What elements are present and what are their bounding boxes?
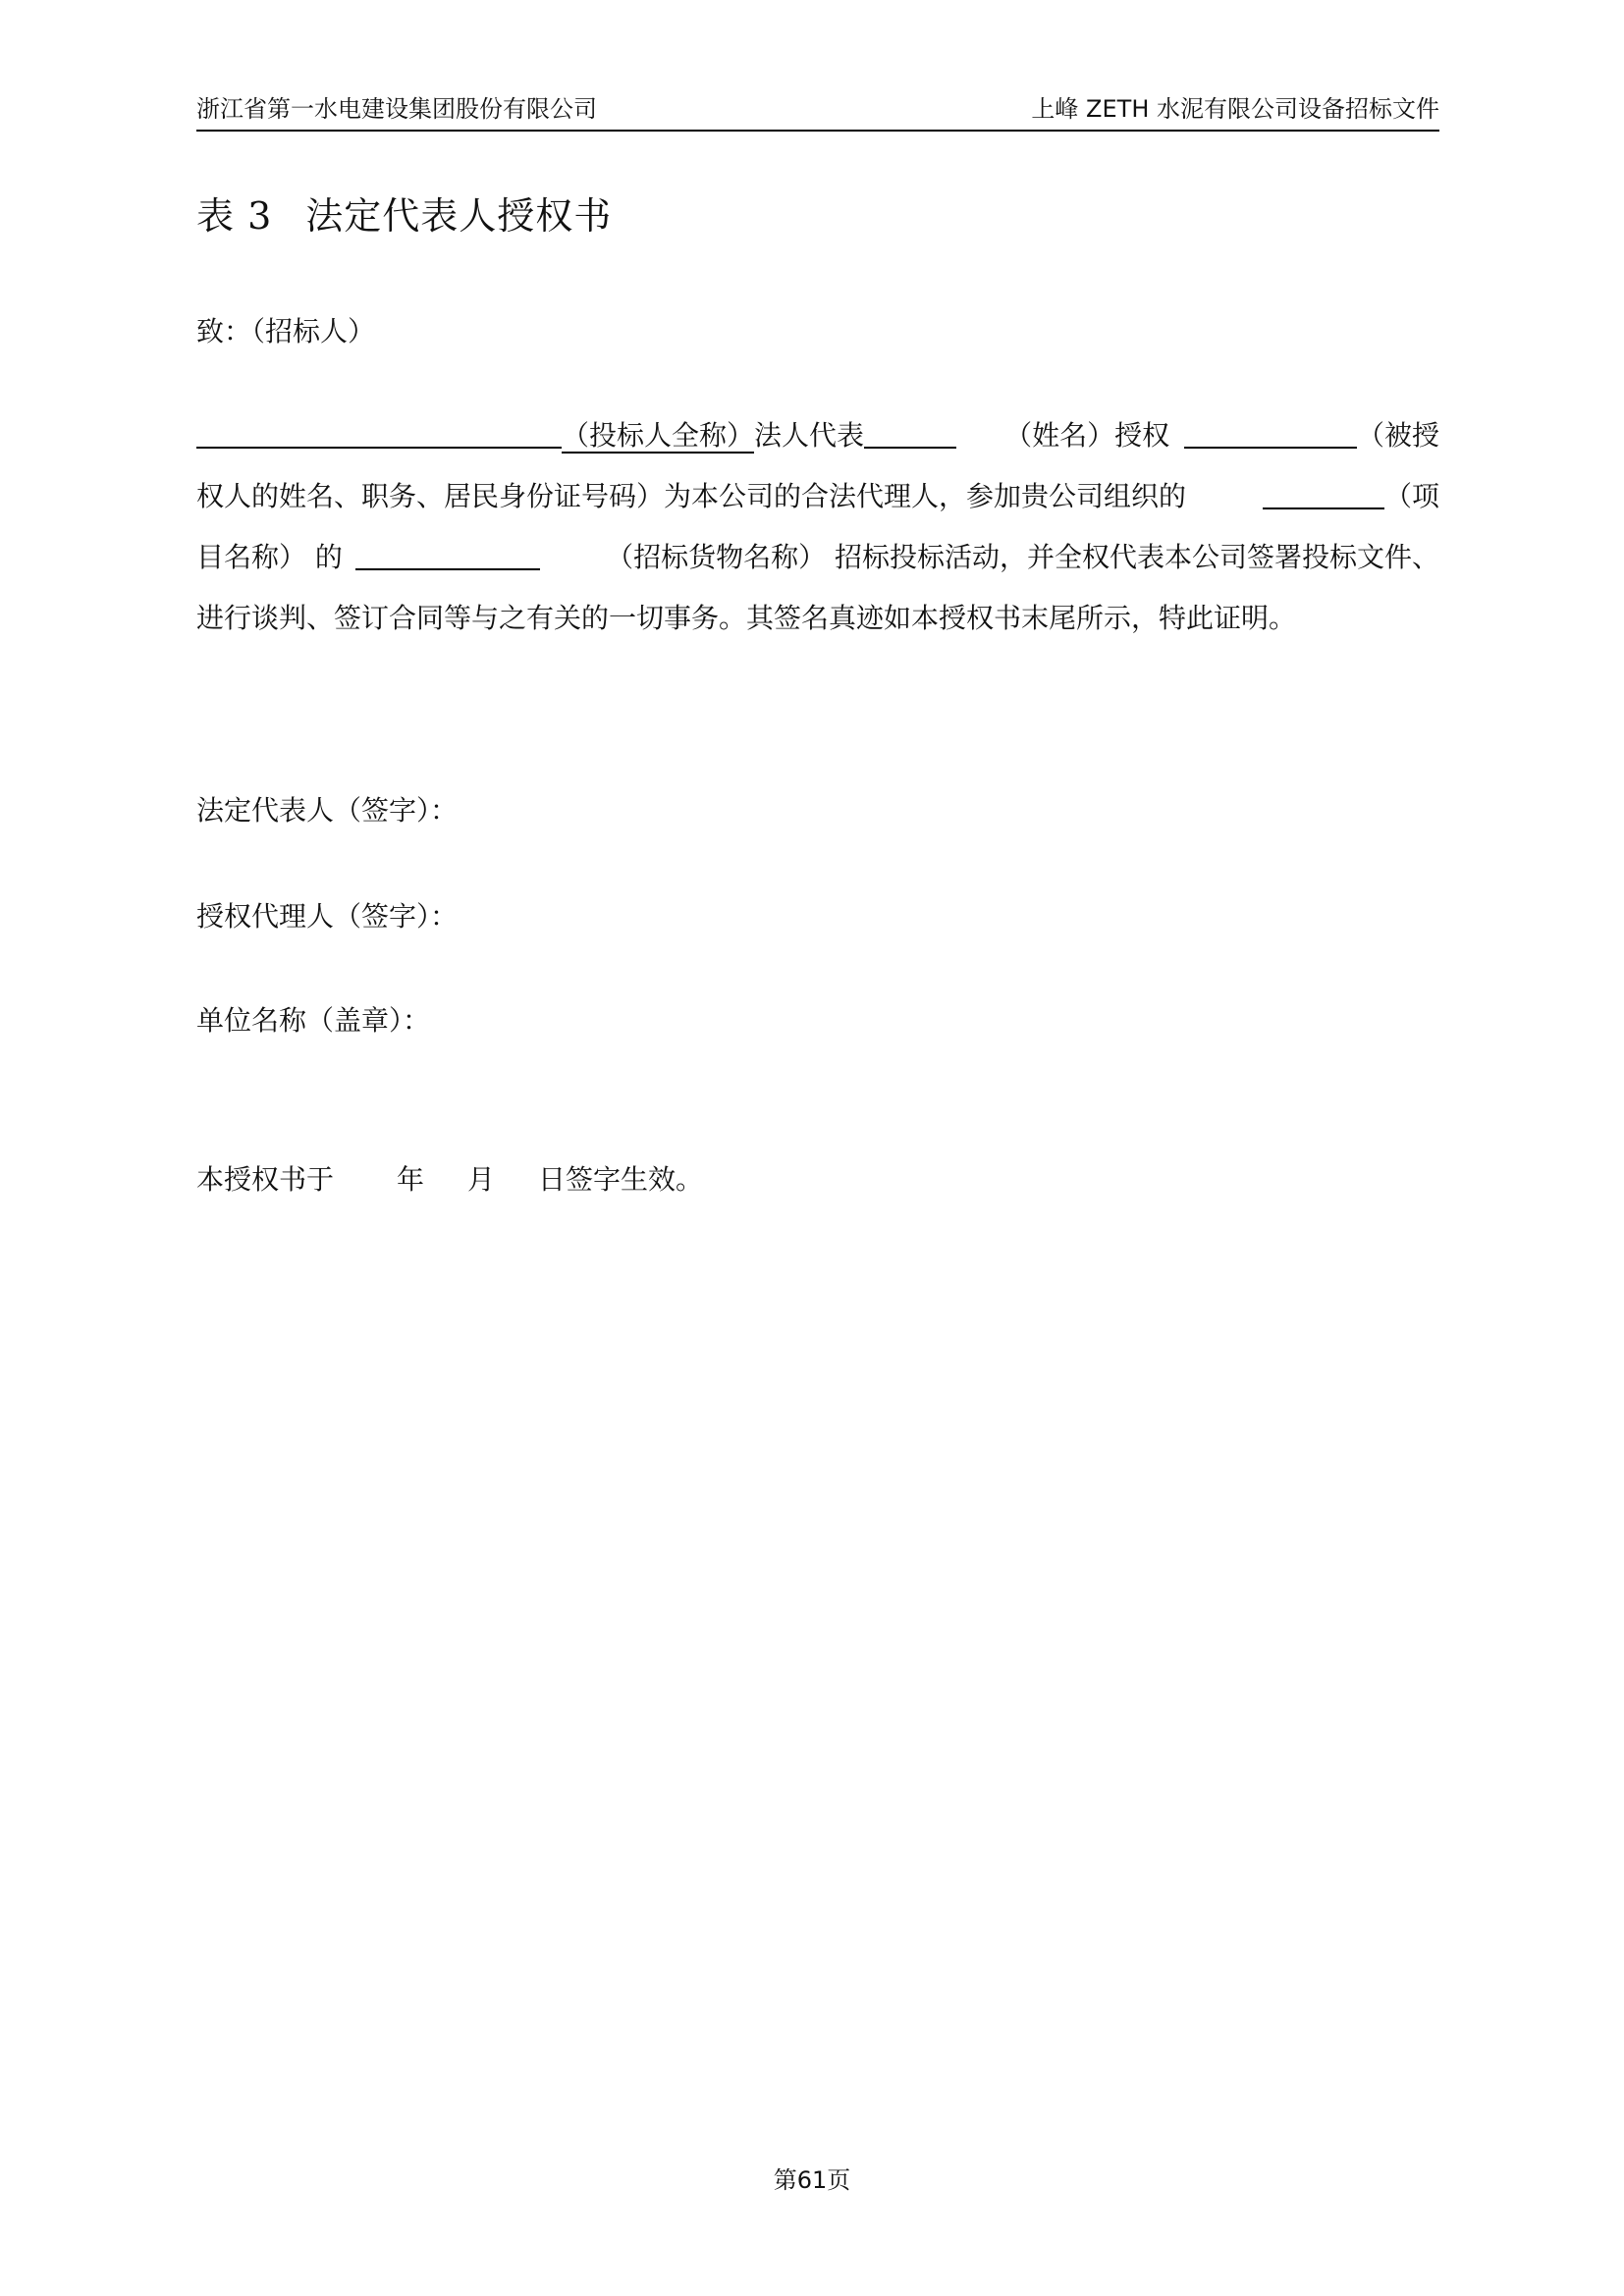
effective-day: 日签字生效。 [538,1163,704,1196]
project-label: （项 [1383,480,1439,512]
legal-rep-label: 法人代表 [754,419,865,452]
authorization-paragraph [196,418,1439,662]
legal-rep-signature-label: 法定代表人（签字）： [196,794,459,827]
tender-activity-text: （招标货物名称） 招标投标活动，并全权代表本公司签署投标文件、 [606,541,1439,573]
project-name-blank [1263,480,1384,509]
paragraph-line-1 [196,418,1439,454]
effective-month: 月 [467,1163,496,1196]
header-company: 浙江省第一水电建设集团股份有限公司 [196,95,597,123]
bidder-fullname-label: （投标人全称） [562,419,755,452]
title-number: 表 3 [196,194,273,238]
effective-year: 年 [397,1163,425,1196]
authorized-person-label: （被授 [1356,419,1439,452]
agent-details-text: 权人的姓名、职务、居民身份证号码）为本公司的合法代理人，参加贵公司组织的 [196,480,1187,512]
page-number: 第61页 [773,2166,851,2194]
addressee-line: 致：（招标人） [196,315,376,347]
agent-signature-label: 授权代理人（签字）： [196,900,459,933]
project-name-label: 目名称） 的 [196,541,343,573]
authorized-person-blank [1184,419,1357,449]
header-document-title: 上峰 ZETH 水泥有限公司设备招标文件 [1031,95,1439,123]
legal-rep-name-blank [864,419,956,449]
effective-date-line [196,1162,703,1198]
paragraph-line-4 [196,601,1439,636]
unit-seal-label: 单位名称（盖章）： [196,1004,431,1037]
bidder-name-blank [196,419,562,449]
page-header [196,94,1439,132]
paragraph-line-3 [196,540,1439,575]
goods-name-blank [355,541,540,570]
name-authorize-label: （姓名）授权 [1004,419,1170,452]
matters-text: 进行谈判、签订合同等与之有关的一切事务。其签名真迹如本授权书末尾所示，特此证明。 [196,602,1297,634]
title-text: 法定代表人授权书 [305,194,613,238]
page-title [196,192,612,240]
paragraph-line-2 [196,479,1439,514]
effective-prefix: 本授权书于 [196,1163,335,1196]
